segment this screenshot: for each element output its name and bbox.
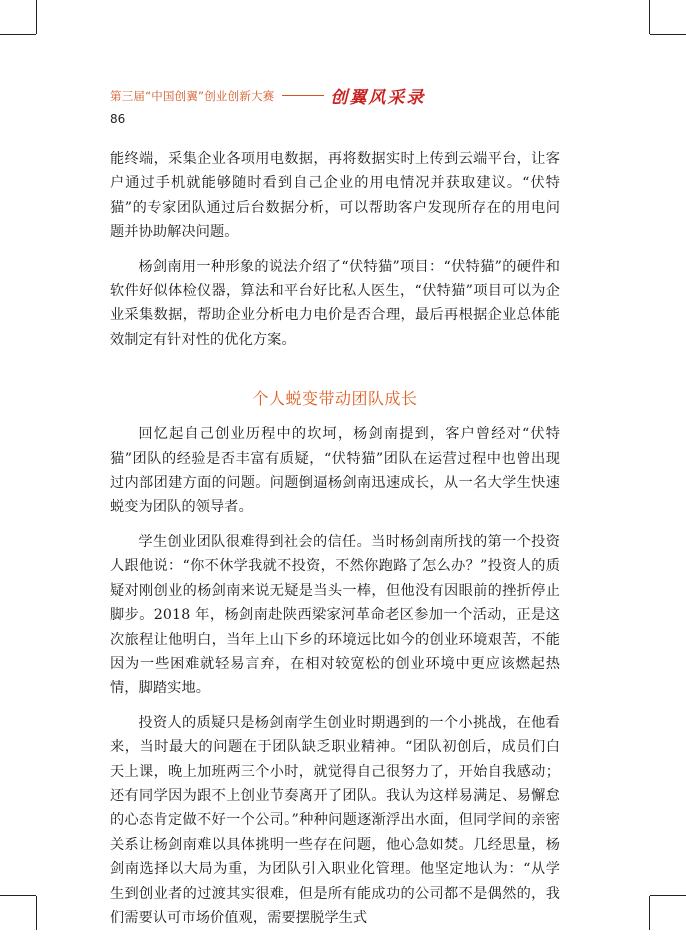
- header-slogan: 创翼风采录: [330, 88, 426, 108]
- body-paragraph: 杨剑南用一种形象的说法介绍了“伏特猫”项目：“伏特猫”的硬件和软件好似体检仪器，算法和平台好比私人医生，“伏特猫”项目可以为企业采集数据，帮助企业分析电力电价是否合理，最后再根据企业总体能效制定有针对性的优化方案。: [110, 258, 560, 348]
- crop-mark-bottom-right: [650, 895, 686, 896]
- body-paragraph: 学生创业团队很难得到社会的信任。当时杨剑南所找的第一个投资人跟他说：“你不休学我就不投资，不然你跑路了怎么办？”投资人的质疑对刚创业的杨剑南来说无疑是当头一棒，但他没有因眼前的挫折停止脚步。2018 年，杨剑南赴陕西梁家河革命老区参加一个活动，正是这次旅程让他明白，当年上山下乡的环境远比如今的创业环境艰苦，不能因为一些困难就轻易言弃，在相对较宽松的创业环境中更应该燃起热情，脚踏实地。: [110, 533, 560, 697]
- crop-mark-bottom-right: [649, 896, 650, 930]
- page-number: 86: [110, 112, 126, 126]
- crop-mark-top-left: [0, 34, 36, 35]
- running-header: [110, 83, 425, 108]
- crop-mark-bottom-left: [0, 895, 36, 896]
- crop-mark-top-right: [649, 0, 650, 34]
- header-title: 第三届“中国创翼”创业创新大赛: [110, 88, 275, 103]
- body-paragraph: 投资人的质疑只是杨剑南学生创业时期遇到的一个小挑战，在他看来，当时最大的问题在于团队缺乏职业精神。“团队初创后，成员们白天上课，晚上加班两三个小时，就觉得自己很努力了，开始自我感动；还有同学因为跟不上创业节奏离开了团队。我认为这样易满足、易懈怠的心态肯定做不好一个公司。”种种问题逐渐浮出水面，但同学间的亲密关系让杨剑南难以具体挑明一些存在问题，他心急如焚。几经思量，杨剑南选择以大局为重，为团队引入职业化管理。他坚定地认为：“从学生到创业者的过渡其实很难，但是所有能成功的公司都不是偶然的，我们需要认可市场价值观，需要摆脱学生式: [110, 714, 560, 926]
- body-paragraph: 能终端，采集企业各项用电数据，再将数据实时上传到云端平台，让客户通过手机就能够随时看到自己企业的用电情况并获取建议。“伏特猫”的专家团队通过后台数据分析，可以帮助客户发现所存在的用电问题并协助解决问题。: [110, 151, 560, 241]
- crop-mark-top-right: [650, 34, 686, 35]
- section-heading: 个人蜕变带动团队成长: [252, 389, 418, 409]
- body-paragraph: 回忆起自己创业历程中的坎坷，杨剑南提到，客户曾经对“伏特猫”团队的经验是否丰富有质疑，“伏特猫”团队在运营过程中也曾出现过内部团建方面的问题。问题倒逼杨剑南迅速成长，从一名大学生快速蜕变为团队的领导者。: [110, 426, 560, 516]
- crop-mark-bottom-left: [36, 896, 37, 930]
- page-body: [110, 147, 560, 940]
- header-rule: [282, 95, 324, 96]
- crop-mark-top-left: [36, 0, 37, 34]
